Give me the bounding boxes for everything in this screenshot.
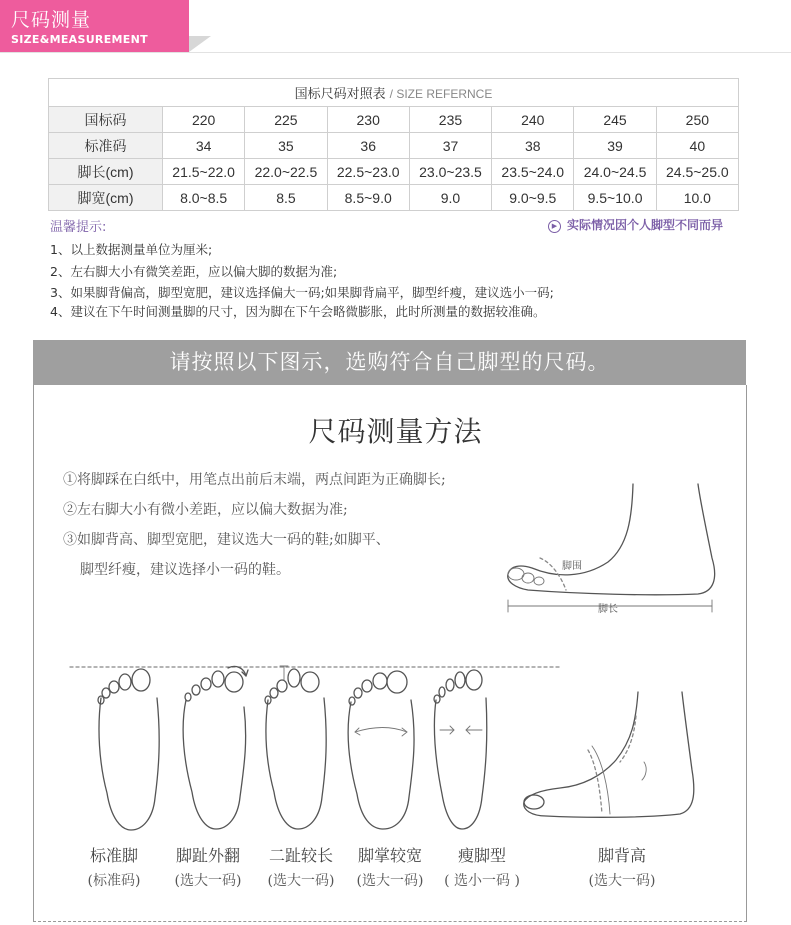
guide-panel xyxy=(33,385,747,922)
foot-type-advice: (选大一码) xyxy=(174,873,242,889)
table-cell: 21.5~22.0 xyxy=(163,159,245,185)
toe xyxy=(522,573,534,583)
table-cell: 9.0 xyxy=(409,185,491,211)
toe xyxy=(201,678,211,690)
method-step: ②左右脚大小有微小差距，应以偏大数据为准; xyxy=(63,502,348,518)
toe xyxy=(109,681,119,693)
foot-type-advice: (选大一码) xyxy=(588,873,656,889)
foot-illustration-bunion xyxy=(178,662,258,832)
table-cell: 9.5~10.0 xyxy=(574,185,656,211)
table-caption-row xyxy=(49,79,739,107)
table-cell: 250 xyxy=(656,107,738,133)
table-row xyxy=(49,107,739,133)
girth-label: 脚围 xyxy=(562,561,582,572)
width-arrow xyxy=(355,728,407,733)
section-title: 尺码测量 xyxy=(11,9,92,31)
method-step: ①将脚踩在白纸中，用笔点出前后末端，两点间距为正确脚长; xyxy=(63,472,446,488)
toe xyxy=(455,672,465,688)
tip-item: 4、建议在下午时间测量脚的尺寸，因为脚在下午会略微膨胀，此时所测量的数据较准确。 xyxy=(50,304,546,319)
foot-illustration-high-instep xyxy=(516,690,696,830)
table-cell: 240 xyxy=(492,107,574,133)
method-title: 尺码测量方法 xyxy=(308,415,483,448)
foot-type-label xyxy=(253,843,349,890)
row-label: 国标码 xyxy=(49,107,163,133)
tips-heading: 温馨提示: xyxy=(50,220,107,235)
foot-outline xyxy=(508,484,715,595)
table-row xyxy=(49,185,739,211)
table-cell: 225 xyxy=(245,107,327,133)
foot-side-measure-diagram xyxy=(500,478,722,626)
table-cell: 8.5 xyxy=(245,185,327,211)
table-caption-cn: 国标尺码对照表 xyxy=(294,86,386,101)
foot-type-name: 二趾较长 xyxy=(268,846,333,865)
table-cell: 36 xyxy=(327,133,409,159)
foot-illustration-long-second-toe xyxy=(262,666,334,832)
length-label: 脚长 xyxy=(598,604,618,615)
big-toe xyxy=(225,672,243,692)
table-cell: 22.5~23.0 xyxy=(327,159,409,185)
table-caption-en: / SIZE REFERNCE xyxy=(389,87,493,101)
foot-type-label xyxy=(66,843,162,890)
toe xyxy=(446,679,454,691)
size-reference-table xyxy=(48,78,739,211)
play-icon: ▶ xyxy=(548,220,561,233)
instep-height-guide xyxy=(588,750,602,814)
section-header-tab xyxy=(0,0,189,52)
table-cell: 8.0~8.5 xyxy=(163,185,245,211)
table-cell: 10.0 xyxy=(656,185,738,211)
toe xyxy=(434,695,440,703)
tips-note-text: 实际情况因个人脚型不同而异 xyxy=(567,218,724,232)
foot-outline xyxy=(183,700,246,829)
table-cell: 38 xyxy=(492,133,574,159)
tips-note xyxy=(548,216,723,233)
table-row xyxy=(49,133,739,159)
foot-type-name: 脚背高 xyxy=(597,846,646,865)
method-step: ③如脚背高、脚型宽肥，建议选大一码的鞋;如脚平、 xyxy=(63,532,390,548)
foot-illustration-slim xyxy=(430,666,494,832)
foot-type-advice: ( 选小一码 ) xyxy=(444,873,520,889)
foot-type-name: 标准脚 xyxy=(89,846,138,865)
big-toe xyxy=(524,795,544,809)
toe xyxy=(277,680,287,692)
row-label: 脚宽(cm) xyxy=(49,185,163,211)
toe xyxy=(349,697,355,705)
big-toe xyxy=(466,670,482,690)
foot-type-advice: (选大一码) xyxy=(267,873,335,889)
tip-item: 3、如果脚背偏高，脚型宽肥，建议选择偏大一码;如果脚背扁平，脚型纤瘦，建议选小一码; xyxy=(50,285,554,300)
table-cell: 245 xyxy=(574,107,656,133)
table-cell: 8.5~9.0 xyxy=(327,185,409,211)
foot-illustration-standard xyxy=(95,668,165,833)
big-toe xyxy=(387,671,407,693)
table-cell: 24.0~24.5 xyxy=(574,159,656,185)
table-cell: 22.0~22.5 xyxy=(245,159,327,185)
big-toe xyxy=(132,669,150,691)
tip-item: 1、以上数据测量单位为厘米; xyxy=(50,242,213,257)
foot-type-name: 脚趾外翻 xyxy=(175,846,240,865)
foot-type-advice: (选大一码) xyxy=(356,873,424,889)
foot-type-label xyxy=(574,843,670,890)
table-cell: 40 xyxy=(656,133,738,159)
table-cell: 230 xyxy=(327,107,409,133)
big-toe xyxy=(301,672,319,692)
header-divider xyxy=(0,52,791,53)
foot-type-label xyxy=(434,843,530,890)
table-cell: 35 xyxy=(245,133,327,159)
table-cell: 23.5~24.0 xyxy=(492,159,574,185)
foot-type-name: 瘦脚型 xyxy=(457,846,506,865)
foot-outline xyxy=(99,698,159,830)
toe xyxy=(119,674,131,690)
foot-type-name: 脚掌较宽 xyxy=(357,846,422,865)
toe xyxy=(192,685,200,695)
table-cell: 23.0~23.5 xyxy=(409,159,491,185)
toe xyxy=(270,688,278,698)
ankle-detail xyxy=(642,762,646,780)
table-cell: 24.5~25.0 xyxy=(656,159,738,185)
table-cell: 220 xyxy=(163,107,245,133)
row-label: 脚长(cm) xyxy=(49,159,163,185)
header-fold-decoration xyxy=(189,36,211,52)
foot-type-label xyxy=(342,843,438,890)
second-toe xyxy=(288,669,300,687)
foot-outline xyxy=(266,698,326,829)
foot-illustration-wide xyxy=(345,666,419,832)
section-subtitle: SIZE&MEASUREMENT xyxy=(11,33,148,46)
toe xyxy=(354,688,362,698)
toe xyxy=(439,687,445,697)
toe xyxy=(212,671,224,687)
table-cell: 9.0~9.5 xyxy=(492,185,574,211)
guide-banner: 请按照以下图示，选购符合自己脚型的尺码。 xyxy=(33,340,746,385)
table-row xyxy=(49,159,739,185)
foot-outline xyxy=(434,698,486,829)
tip-item: 2、左右脚大小有微笑差距，应以偏大脚的数据为准; xyxy=(50,264,338,279)
toe xyxy=(534,577,544,585)
foot-outline xyxy=(348,700,414,829)
foot-type-advice: (标准码) xyxy=(87,873,141,889)
method-step: 脚型纤瘦，建议选择小一码的鞋。 xyxy=(80,562,290,578)
arrow-curve xyxy=(228,666,246,676)
table-cell: 235 xyxy=(409,107,491,133)
guide-panel-bottom-border xyxy=(33,921,747,922)
toe xyxy=(362,680,372,692)
toe xyxy=(373,673,387,689)
table-cell: 37 xyxy=(409,133,491,159)
toe xyxy=(185,693,191,701)
table-cell: 34 xyxy=(163,133,245,159)
table-cell: 39 xyxy=(574,133,656,159)
table-caption xyxy=(49,79,739,107)
row-label: 标准码 xyxy=(49,133,163,159)
foot-type-label xyxy=(160,843,256,890)
